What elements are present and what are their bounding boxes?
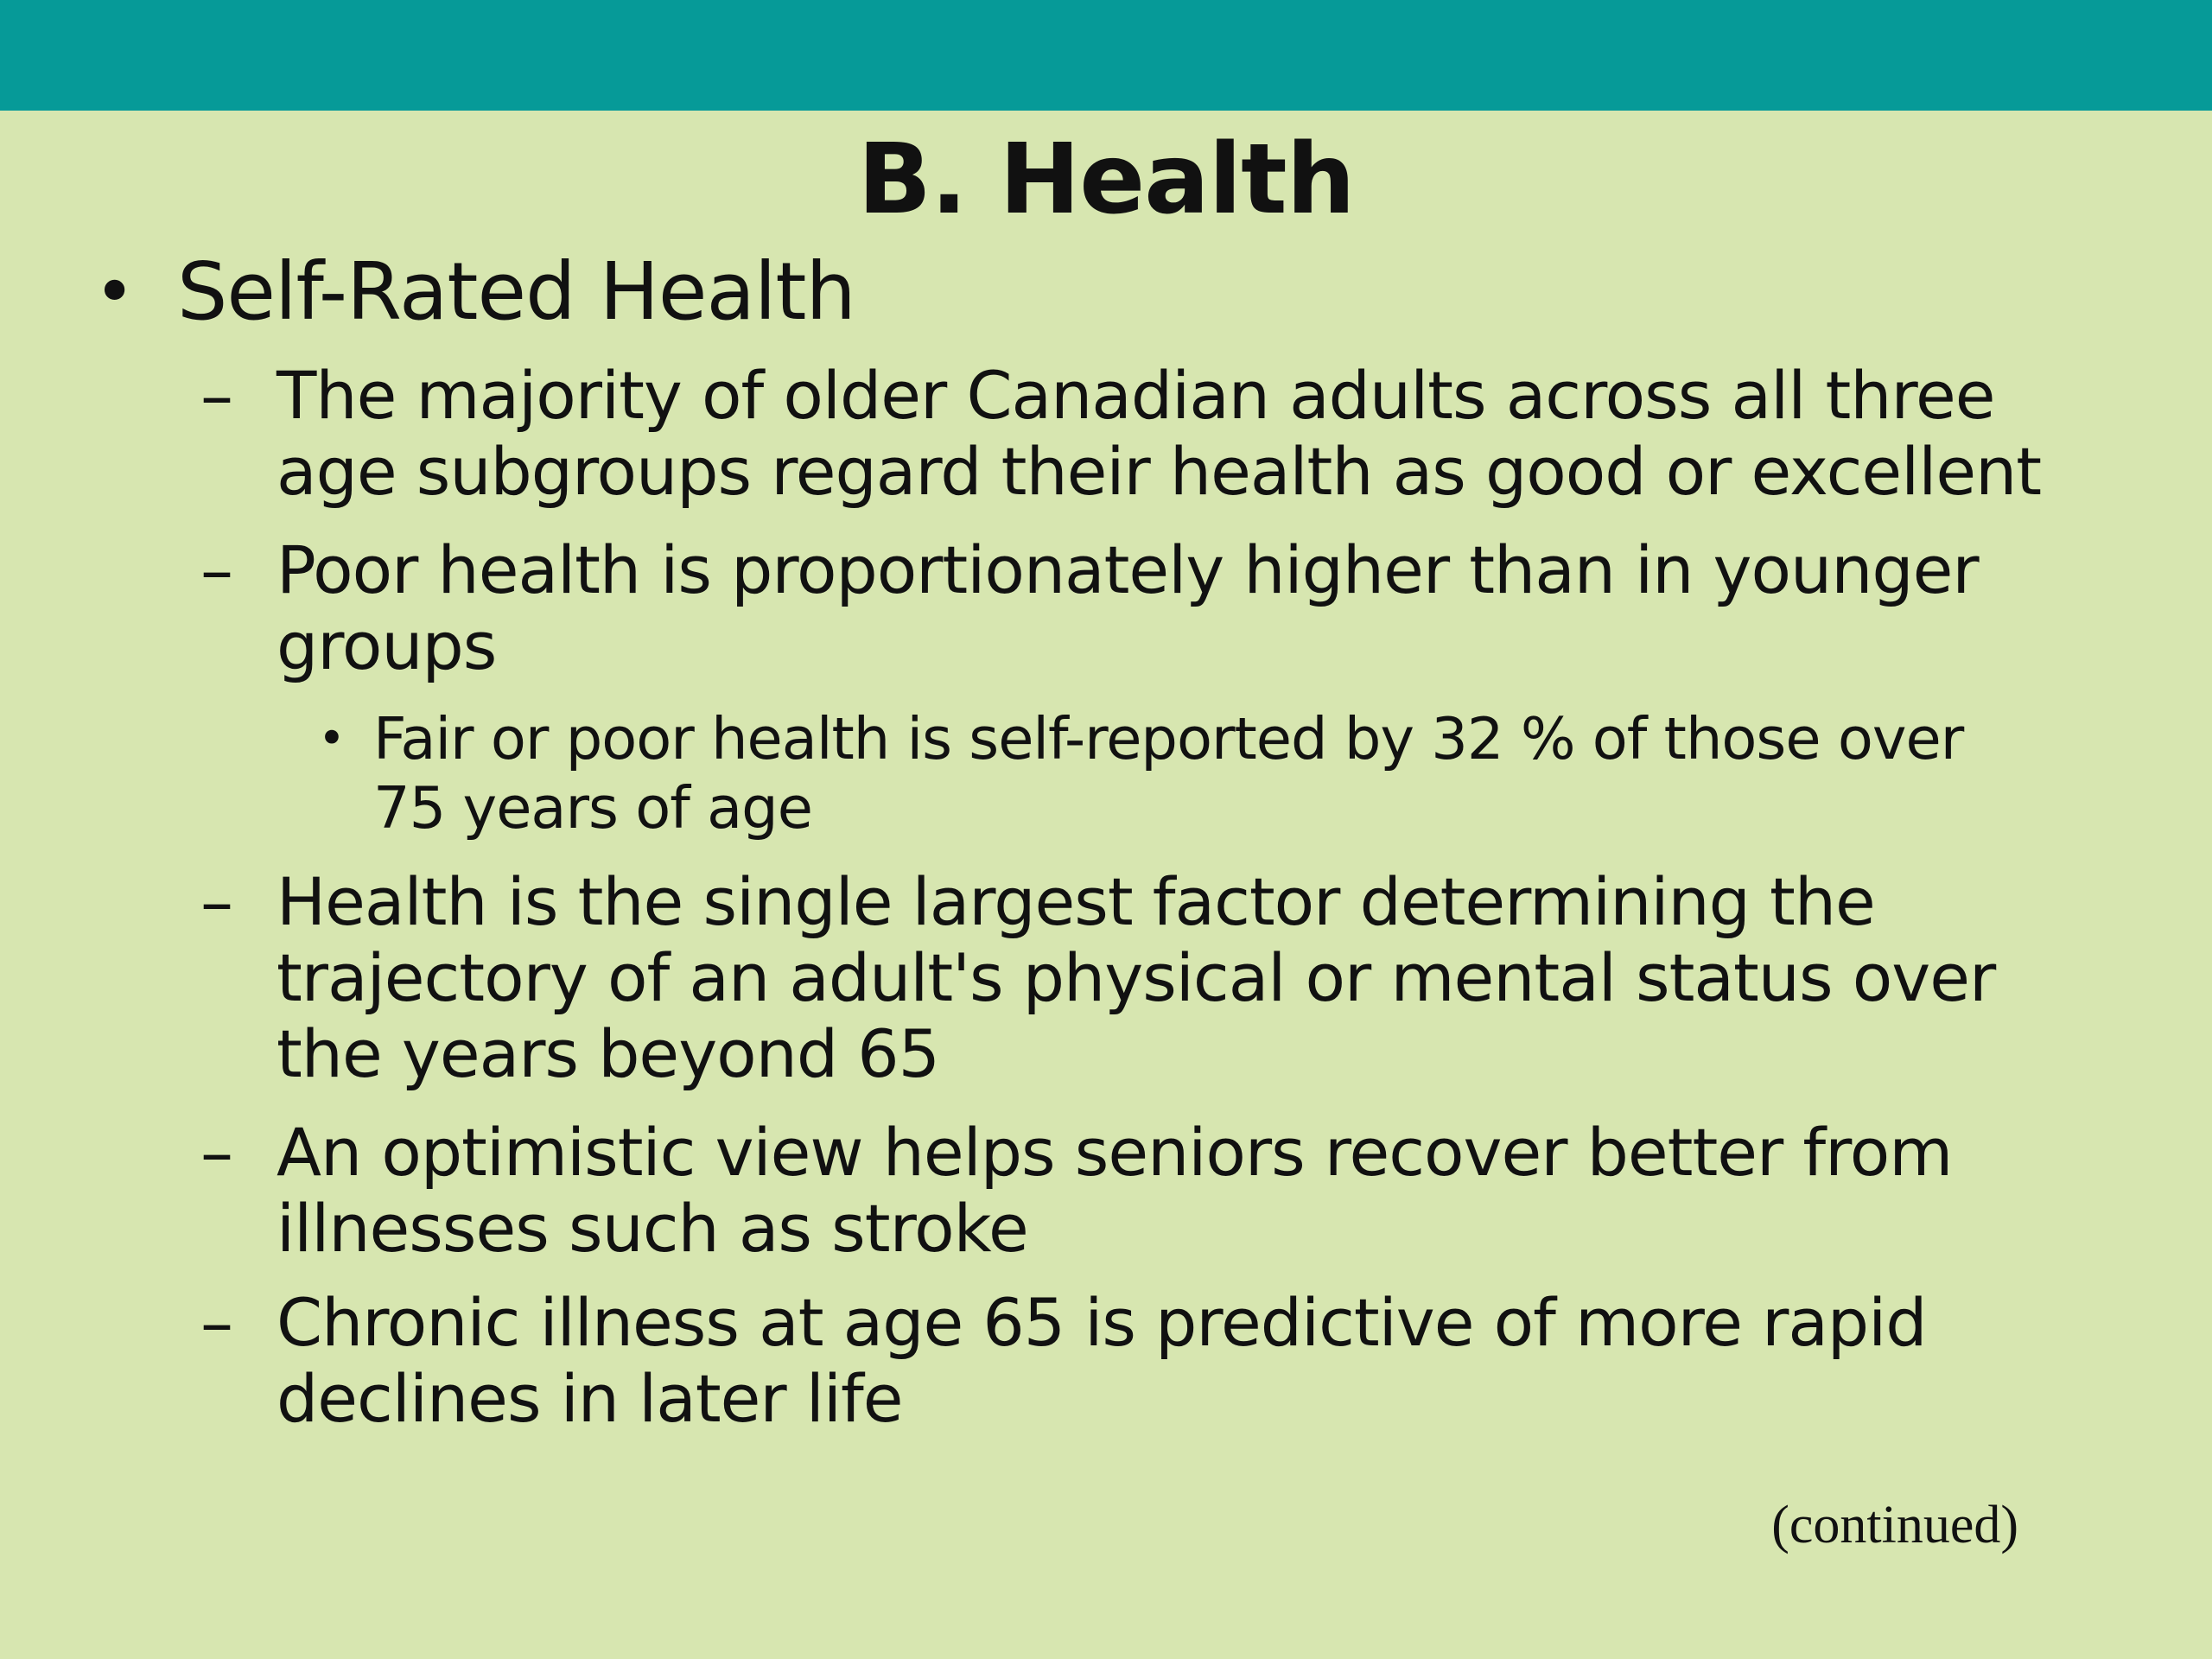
sub-bullet-item-fair-poor [318, 704, 2101, 842]
dash-item-largest-factor [200, 863, 2091, 1092]
dash-item-poor-health [200, 531, 2091, 684]
dash-icon: – [200, 863, 232, 940]
dash-item-line: Health is the single largest factor determining the [276, 863, 1875, 940]
dash-icon: – [200, 1114, 232, 1191]
dash-item-optimistic-view [200, 1114, 2091, 1267]
dash-icon: – [200, 531, 232, 608]
dash-item-line: Chronic illness at age 65 is predictive of more rapid [276, 1284, 1927, 1361]
dash-item-line: declines in later life [276, 1360, 903, 1437]
sub-bullet-line: 75 years of age [373, 774, 812, 842]
dash-item-line: groups [276, 607, 497, 684]
dash-item-line: the years beyond 65 [276, 1015, 939, 1092]
dash-item-line: trajectory of an adult's physical or mental status over [276, 939, 1996, 1016]
dash-item-line: illnesses such as stroke [276, 1190, 1028, 1267]
dash-item-line: An optimistic view helps seniors recover better from [276, 1114, 1953, 1191]
dash-item-line: The majority of older Canadian adults across all three [276, 357, 1995, 434]
bullet-item-topic [94, 245, 2078, 338]
bullet-icon: • [94, 251, 135, 332]
dash-item-line: Poor health is proportionately higher than in younger [276, 531, 1979, 608]
dash-item-line: age subgroups regard their health as good or excellent [276, 433, 2042, 510]
bullet-icon: • [318, 711, 345, 766]
dash-item-majority [200, 357, 2091, 510]
dash-icon: – [200, 1284, 232, 1361]
dash-item-chronic-illness [200, 1284, 2091, 1437]
sub-bullet-line: Fair or poor health is self-reported by 32 % of those over [373, 705, 1964, 772]
continued-note: (continued) [1771, 1496, 2018, 1554]
slide-title: B. Health [857, 124, 1355, 236]
topic-text: Self-Rated Health [177, 245, 855, 338]
dash-icon: – [200, 357, 232, 434]
